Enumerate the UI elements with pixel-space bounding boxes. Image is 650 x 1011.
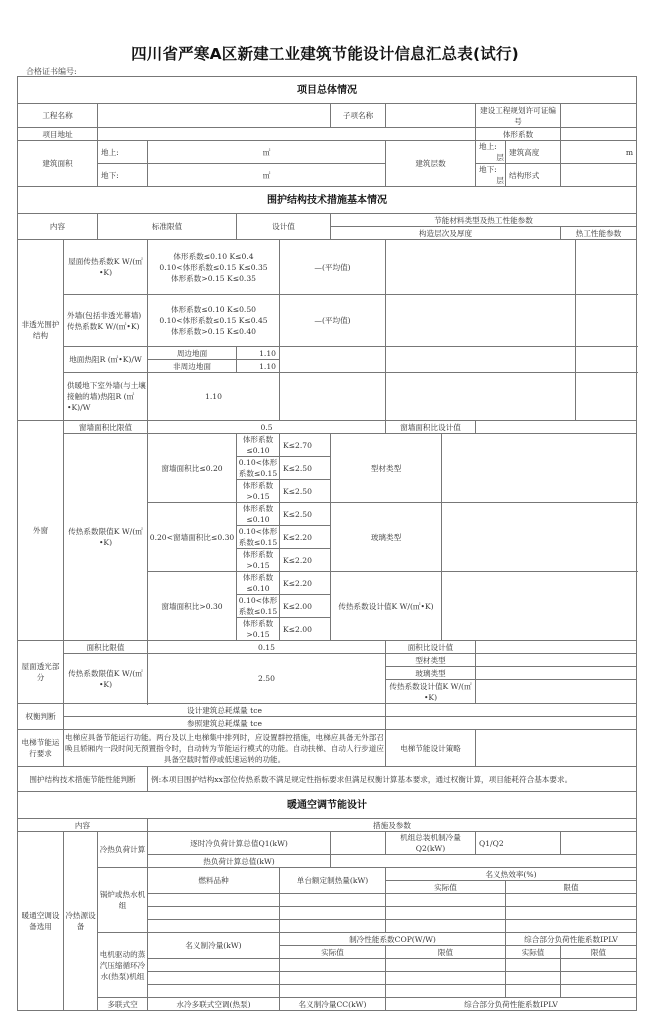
window-glass-type-field[interactable] <box>442 503 637 572</box>
load-calc-label: 冷热负荷计算 <box>98 832 148 868</box>
ground-edge-label: 周边地面 <box>148 347 237 360</box>
window-k-limit-label: 传热系数限值K W/(㎡•K) <box>64 434 148 641</box>
iplv-label: 综合部分负荷性能系数IPLV <box>506 933 637 946</box>
iplv-limit-field[interactable] <box>561 985 637 998</box>
k-limit: K≤2.50 <box>280 480 331 503</box>
cop-limit-field[interactable] <box>386 985 506 998</box>
section-hvac-header: 暖通空调节能设计 <box>18 792 637 819</box>
shape-cond: 0.10<体形系数≤0.15 <box>237 595 280 618</box>
iplv-actual-label: 实际值 <box>506 946 561 959</box>
iplv-limit-field[interactable] <box>561 972 637 985</box>
k-limit: K≤2.20 <box>280 526 331 549</box>
skylight-k-design-label: 传热系数设计值K W/(㎡•K) <box>386 680 476 704</box>
area-above-label: 地上: <box>98 141 148 164</box>
roof-k-label: 屋面传热系数K W/(㎡•K) <box>64 240 148 295</box>
col-content: 内容 <box>18 214 98 240</box>
elevator-strategy-field[interactable] <box>476 730 637 767</box>
sqm-unit: ㎡ <box>262 147 271 157</box>
window-ratio-design-field[interactable] <box>476 421 637 434</box>
shape-cond: 体形系数≤0.10 <box>237 434 280 457</box>
certificate-number-label: 合格证书编号: <box>26 67 77 76</box>
project-name-label: 工程名称 <box>18 104 98 128</box>
skylight-frame-type-field[interactable] <box>476 654 637 667</box>
fuel-field[interactable] <box>148 894 280 907</box>
window-k-design-label: 传热系数设计值K W/(㎡•K) <box>331 572 442 641</box>
project-name-field[interactable] <box>98 104 331 128</box>
wall-layers-field[interactable] <box>386 295 576 347</box>
document-title: 四川省严寒A区新建工业建筑节能设计信息汇总表(试行) <box>131 45 519 63</box>
ground-nonedge-label: 非周边地面 <box>148 360 237 373</box>
q2-label: 机组总装机制冷量Q2(kW) <box>386 832 476 855</box>
cop-actual-label: 实际值 <box>280 946 386 959</box>
eff-limit-field[interactable] <box>506 894 637 907</box>
cop-actual-field[interactable] <box>280 985 386 998</box>
cooling-field[interactable] <box>148 985 280 998</box>
sub-item-name-field[interactable] <box>386 104 476 128</box>
cop-actual-field[interactable] <box>280 972 386 985</box>
boiler-label: 锅炉或热水机组 <box>98 868 148 933</box>
window-band-2: 0.20<窗墙面积比≤0.30 <box>148 503 237 572</box>
wall-k-design[interactable]: —(平均值) <box>280 295 386 347</box>
window-ratio-limit-value: 0.5 <box>148 421 386 434</box>
window-label: 外窗 <box>18 421 64 641</box>
roof-thermal-field[interactable] <box>576 240 637 295</box>
k-limit: K≤2.20 <box>280 572 331 595</box>
hvac-col-measures: 措施及参数 <box>148 819 637 832</box>
skylight-frame-type-label: 型材类型 <box>386 654 476 667</box>
shape-coefficient-label: 体形系数 <box>476 128 561 141</box>
envelope-judgement-label: 围护结构技术措施节能性能判断 <box>18 767 148 792</box>
shape-coefficient-field[interactable] <box>561 128 637 141</box>
unit-heat-field[interactable] <box>280 907 386 920</box>
tradeoff-label: 权衡判断 <box>18 704 64 730</box>
roof-k-limits: 体形系数≤0.10 K≤0.4 0.10<体形系数≤0.15 K≤0.35 体形系数>0.15 K≤0.35 <box>148 240 280 295</box>
nominal-cooling-label: 名义制冷量(kW) <box>148 933 280 959</box>
q1q2-field[interactable] <box>561 832 637 855</box>
structure-field[interactable] <box>561 164 637 187</box>
ground-nonedge-value: 1.10 <box>237 360 280 373</box>
structure-label: 结构形式 <box>506 164 561 187</box>
col-layers: 构造层次及厚度 <box>331 227 561 240</box>
eff-actual-field[interactable] <box>386 920 506 933</box>
floors-label: 建筑层数 <box>386 141 476 187</box>
cop-limit-field[interactable] <box>386 972 506 985</box>
cop-label: 制冷性能系数COP(W/W) <box>280 933 506 946</box>
shape-cond: 体形系数≤0.10 <box>237 503 280 526</box>
address-label: 项目地址 <box>18 128 98 141</box>
k-limit: K≤2.70 <box>280 434 331 457</box>
basement-layers-field[interactable] <box>386 373 576 421</box>
wall-k-limits: 体形系数≤0.10 K≤0.50 0.10<体形系数≤0.15 K≤0.45 体形系数>0.15 K≤0.40 <box>148 295 280 347</box>
ground-edge-value: 1.10 <box>237 347 280 360</box>
boiler-limit-label: 限值 <box>506 881 637 894</box>
heat-cold-source-label: 冷热源设备 <box>64 832 98 1011</box>
k-limit: K≤2.00 <box>280 595 331 618</box>
vrf-water-label: 水冷多联式空调(热泵) <box>148 998 280 1011</box>
eff-actual-field[interactable] <box>386 907 506 920</box>
basement-r-value: 1.10 <box>148 373 280 421</box>
shape-cond: 体形系数>0.15 <box>237 618 280 641</box>
reference-coal-field[interactable] <box>386 717 637 730</box>
window-frame-type-label: 型材类型 <box>331 434 442 503</box>
ground-r-label: 地面热阻R (㎡•K)/W <box>64 347 148 373</box>
fuel-field[interactable] <box>148 920 280 933</box>
unit-heat-field[interactable] <box>280 920 386 933</box>
k-limit: K≤2.50 <box>280 457 331 480</box>
col-material: 节能材料类型及热工性能参数 <box>331 214 637 227</box>
skylight-k-limit-label: 传热系数限值K W/(㎡•K) <box>64 654 148 704</box>
ground-thermal-field[interactable] <box>576 347 637 373</box>
height-label: 建筑高度 <box>506 141 561 164</box>
fuel-field[interactable] <box>148 907 280 920</box>
window-k-design-field[interactable] <box>442 572 637 641</box>
heat-load-label: 热负荷计算总值(kW) <box>148 855 331 868</box>
area-below-label: 地下: <box>98 164 148 187</box>
eff-actual-field[interactable] <box>386 894 506 907</box>
sub-item-name-label: 子项名称 <box>331 104 386 128</box>
shape-cond: 体形系数>0.15 <box>237 480 280 503</box>
address-field[interactable] <box>98 128 476 141</box>
chiller-label: 电机驱动的蒸汽压缩循环冷水(热泵)机组 <box>98 933 148 998</box>
skylight-ratio-design-label: 面积比设计值 <box>386 641 476 654</box>
window-band-1: 窗墙面积比≤0.20 <box>148 434 237 503</box>
building-area-label: 建筑面积 <box>18 141 98 187</box>
summary-table <box>17 76 637 1011</box>
iplv-limit-label: 限值 <box>561 946 637 959</box>
basement-r-label: 供暖地下室外墙(与土壤接触的墙)热阻R (㎡•K)/W <box>64 373 148 421</box>
cop-limit-label: 限值 <box>386 946 506 959</box>
ground-design-field[interactable] <box>280 347 386 373</box>
permit-number-field[interactable] <box>561 104 637 128</box>
area-below-field[interactable] <box>148 164 386 187</box>
vrf-cc-label: 名义制冷量CC(kW) <box>280 998 386 1011</box>
fuel-type-label: 燃料品种 <box>148 868 280 894</box>
eff-limit-field[interactable] <box>506 907 637 920</box>
vrf-iplv-label: 综合部分负荷性能系数IPLV <box>386 998 637 1011</box>
cooling-field[interactable] <box>148 959 280 972</box>
skylight-ratio-limit-label: 面积比限值 <box>64 641 148 654</box>
col-standard-limit: 标准限值 <box>98 214 237 240</box>
wall-k-label: 外墙(包括非透光幕墙)传热系数K W/(㎡•K) <box>64 295 148 347</box>
vrf-label: 多联式空 <box>98 998 148 1011</box>
window-glass-type-label: 玻璃类型 <box>331 503 442 572</box>
basement-design-field[interactable] <box>280 373 386 421</box>
hvac-equipment-label: 暖通空调设备选用 <box>18 832 64 1011</box>
skylight-k-design-field[interactable] <box>476 680 637 704</box>
unit-heat-field[interactable] <box>280 894 386 907</box>
design-coal-label: 设计建筑总耗煤量 tce <box>64 704 386 717</box>
window-ratio-design-label: 窗墙面积比设计值 <box>386 421 476 434</box>
window-band-3: 窗墙面积比>0.30 <box>148 572 237 641</box>
unit-heat-label: 单台额定制热量(kW) <box>280 868 386 894</box>
q1-label: 逐时冷负荷计算总值Q1(kW) <box>148 832 331 855</box>
design-coal-field[interactable] <box>386 704 637 717</box>
skylight-ratio-limit-value: 0.15 <box>148 641 386 654</box>
eff-limit-field[interactable] <box>506 920 637 933</box>
skylight-label: 屋面透光部分 <box>18 641 64 704</box>
floors-above-field[interactable]: 地上: 层 <box>476 141 506 164</box>
sqm-unit: ㎡ <box>262 170 271 180</box>
floors-below-field[interactable]: 地下: 层 <box>476 164 506 187</box>
basement-thermal-field[interactable] <box>576 373 637 421</box>
col-design-value: 设计值 <box>237 214 331 240</box>
k-limit: K≤2.20 <box>280 549 331 572</box>
elevator-strategy-label: 电梯节能设计策略 <box>386 730 476 767</box>
height-field[interactable]: m <box>561 141 637 164</box>
cooling-field[interactable] <box>148 972 280 985</box>
permit-number-label: 建设工程规划许可证编号 <box>476 104 561 128</box>
skylight-ratio-design-field[interactable] <box>476 641 637 654</box>
roof-layers-field[interactable] <box>386 240 576 295</box>
window-frame-type-field[interactable] <box>442 434 637 503</box>
elevator-requirement-text: 电梯应具备节能运行功能。两台及以上电梯集中排列时，应设置群控措施，电梯应具备无外部召唤且轿厢内一段时间无预置指令时，自动转为节能运行模式的功能。自动扶梯、自动人行步道应具备空载时暂停或低速运转的功能。 <box>64 730 386 767</box>
area-above-field[interactable] <box>148 141 386 164</box>
cop-actual-field[interactable] <box>280 959 386 972</box>
nominal-efficiency-label: 名义热效率(%) <box>386 868 637 881</box>
boiler-actual-label: 实际值 <box>386 881 506 894</box>
iplv-limit-field[interactable] <box>561 959 637 972</box>
shape-cond: 0.10<体形系数≤0.15 <box>237 457 280 480</box>
hvac-col-content: 内容 <box>18 819 148 832</box>
section-overview-header: 项目总体情况 <box>18 77 637 104</box>
envelope-judgement-text[interactable]: 例:本项目围护结构xx部位传热系数不满足规定性指标要求但满足权衡计算基本要求，通过权衡计算，项目能耗符合基本要求。 <box>148 767 637 792</box>
shape-cond: 体形系数≤0.10 <box>237 572 280 595</box>
ground-layers-field[interactable] <box>386 347 576 373</box>
window-ratio-limit-label: 窗墙面积比限值 <box>64 421 148 434</box>
iplv-actual-field[interactable] <box>506 959 561 972</box>
skylight-k-limit-value: 2.50 <box>148 654 386 704</box>
shape-cond: 0.10<体形系数≤0.15 <box>237 526 280 549</box>
k-limit: K≤2.00 <box>280 618 331 641</box>
shape-cond: 体形系数>0.15 <box>237 549 280 572</box>
heat-load-field[interactable] <box>331 855 637 868</box>
wall-thermal-field[interactable] <box>576 295 637 347</box>
skylight-glass-type-label: 玻璃类型 <box>386 667 476 680</box>
iplv-actual-field[interactable] <box>506 972 561 985</box>
q1-field[interactable] <box>331 832 386 855</box>
iplv-actual-field[interactable] <box>506 985 561 998</box>
cop-limit-field[interactable] <box>386 959 506 972</box>
elevator-requirement-label: 电梯节能运行要求 <box>18 730 64 767</box>
k-limit: K≤2.50 <box>280 503 331 526</box>
skylight-glass-type-field[interactable] <box>476 667 637 680</box>
col-thermal: 热工性能参数 <box>561 227 637 240</box>
reference-coal-label: 参照建筑总耗煤量 tce <box>64 717 386 730</box>
roof-k-design[interactable]: —(平均值) <box>280 240 386 295</box>
opaque-envelope-label: 非透光围护结构 <box>18 240 64 421</box>
section-envelope-header: 围护结构技术措施基本情况 <box>18 187 637 214</box>
q1q2-label: Q1/Q2 <box>476 832 561 855</box>
